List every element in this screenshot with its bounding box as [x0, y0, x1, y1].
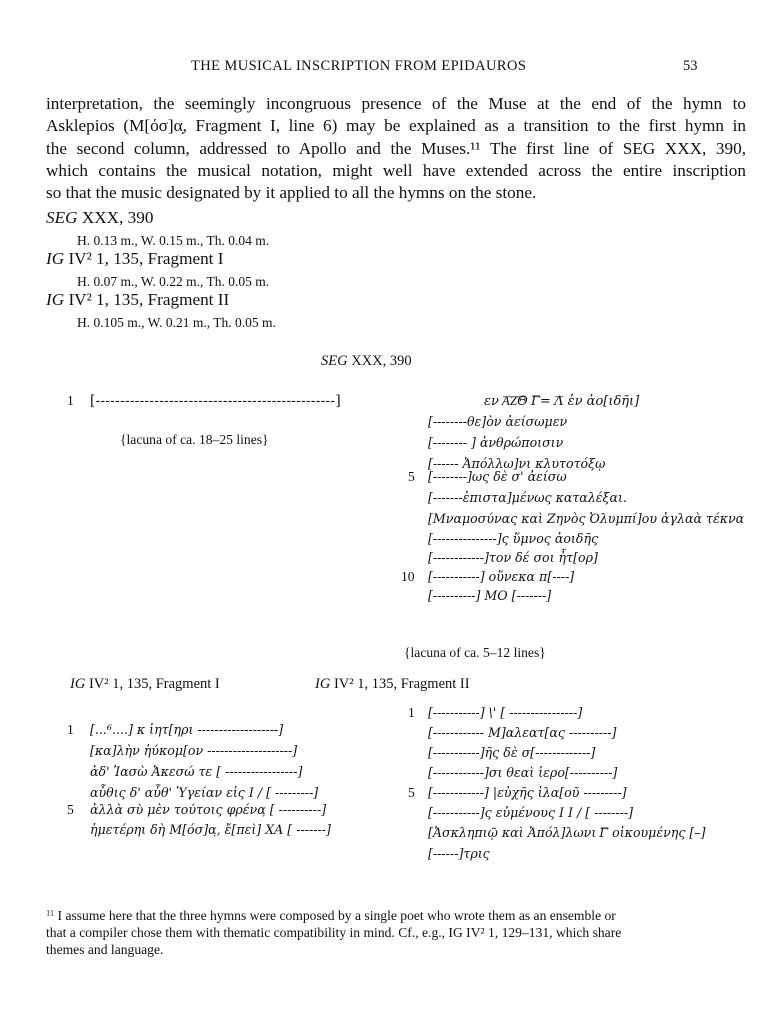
seg-line: [----------] ΜΟ [-------] — [428, 588, 552, 603]
paragraph-line: which contains the musical notation, might well have extended across the entire inscription — [46, 160, 746, 180]
seg-block-title: SEG XXX, 390 — [321, 353, 412, 369]
fragment-i-line: αὖθις δ' αὖθ' Ὑγείαν εἰς Ι / [ ---------] — [90, 785, 319, 800]
line-number: 5 — [408, 785, 415, 800]
paragraph-line: Asklepios (M[όσ]α̣, Fragment I, line 6) may be explained as a transition to the first hymn in — [46, 116, 746, 136]
seg-line: [-----------] οὕνεκα π[----] — [428, 569, 575, 584]
lacuna-note-bottom: {lacuna of ca. 5–12 lines} — [404, 645, 546, 660]
seg-line-1-right: εν ͞Α͞Ζ͞Θ ͞Γ= ͞Λ ἐν ἀο[ιδῆι] — [484, 394, 640, 409]
reference-heading: IG IV² 1, 135, Fragment I — [46, 249, 224, 268]
line-number: 1 — [67, 393, 74, 408]
line-number: 10 — [401, 569, 415, 584]
fragment-i-title: IG IV² 1, 135, Fragment I — [70, 676, 220, 692]
seg-line: [---------------]ς ὕμνος ἀοιδῆς — [428, 531, 599, 546]
paragraph-line: interpretation, the seemingly incongruous presence of the Muse at the end of the hymn to — [46, 94, 746, 113]
fragment-ii-line: [-----------] \' [ ----------------] — [428, 705, 583, 720]
seg-line-1-left: [-------------------------------------------------] — [90, 393, 341, 409]
lacuna-note: {lacuna of ca. 18–25 lines} — [120, 432, 269, 447]
fragment-ii-line: [------]τρις — [428, 846, 490, 861]
fragment-ii-line: [Ἀσκληπιῷ καὶ Ἀπόλ]λωνι ͞Γ οἰκουμένης [–] — [428, 825, 706, 840]
footnote-line: that a compiler chose them with thematic compatibility in mind. Cf., e.g., IG IV² 1, 129–131, which share — [46, 925, 622, 940]
seg-line: [Μναμοσύνας καὶ Ζηνὸς Ὀλυμπί]ου ἀγλαὰ τέκνα — [428, 511, 745, 526]
page-number: 53 — [683, 58, 698, 74]
reference-heading: IG IV² 1, 135, Fragment II — [46, 290, 230, 309]
fragment-i-line: ἀδ' Ἰασὼ Ἀκεσώ τε [ -----------------] — [90, 764, 303, 779]
footnote-line: themes and language. — [46, 942, 164, 957]
seg-line: [--------]ως δὲ σ' ἀείσω — [428, 469, 567, 484]
body-paragraph — [46, 93, 746, 204]
seg-line: [--------θε]ὸν ἀείσωμεν — [428, 414, 568, 429]
line-number: 5 — [67, 802, 74, 817]
seg-line: [------------]τον δέ σοι ἦτ[ορ] — [428, 550, 598, 565]
fragment-i-line: ἀλλὰ σὺ μὲν τούτοις φρένα̣ [ ----------] — [90, 802, 327, 817]
reference-heading: SEG XXX, 390 — [46, 208, 154, 227]
footnote — [46, 907, 736, 958]
fragment-i-line: [κα]λὴν ἠύκομ[ον --------------------] — [90, 743, 298, 758]
fragment-ii-line: [-----------]ς εὐμένους Ι Ι / [ --------] — [428, 805, 634, 820]
fragment-ii-line: [------------]σι θεαὶ ἱερο[----------] — [428, 765, 618, 780]
seg-line: [-------ἐπιστα]μένως καταλέξαι. — [428, 490, 627, 505]
seg-line: [-------- ] ἀνθρώποισιν — [428, 435, 564, 450]
seg-line: [------ Ἀπόλλω]νι κλυτοτόξῳ — [428, 456, 606, 471]
footnote-marker: 11 — [46, 907, 55, 918]
reference-measurements: H. 0.13 m., W. 0.15 m., Th. 0.04 m. — [77, 233, 270, 248]
reference-measurements: H. 0.105 m., W. 0.21 m., Th. 0.05 m. — [77, 315, 276, 330]
fragment-ii-line: [-----------]ῆς δὲ σ[-------------] — [428, 745, 596, 760]
fragment-i-line: ἡμετέρηι δὴ Μ[όσ]α̣, ἔ[πεὶ] ΧΑ [ -------] — [90, 822, 331, 837]
paragraph-line: the second column, addressed to Apollo and the Muses.¹¹ The first line of SEG XXX, 390, — [46, 138, 746, 158]
fragment-ii-line: [------------] |εὐχῆς ἱλα[οῦ ---------] — [428, 785, 627, 800]
running-title: THE MUSICAL INSCRIPTION FROM EPIDAUROS — [191, 58, 527, 74]
footnote-line: $^{11}$ I assume here that the three hymns were composed by a single poet who wrote them as an ensemble or — [46, 907, 616, 923]
paragraph-line: so that the music designated by it applied to all the hymns on the stone. — [46, 183, 537, 203]
line-number: 1 — [67, 722, 74, 737]
reference-measurements: H. 0.07 m., W. 0.22 m., Th. 0.05 m. — [77, 274, 270, 289]
line-number: 1 — [408, 705, 415, 720]
fragment-i-line: [...⁶....] κ ἰητ[ηρι -------------------] — [90, 722, 284, 737]
fragment-ii-line: [------------ Μ]αλεατ[ας ----------] — [428, 725, 617, 740]
line-number: 5 — [408, 469, 415, 484]
fragment-ii-title: IG IV² 1, 135, Fragment II — [315, 676, 470, 692]
